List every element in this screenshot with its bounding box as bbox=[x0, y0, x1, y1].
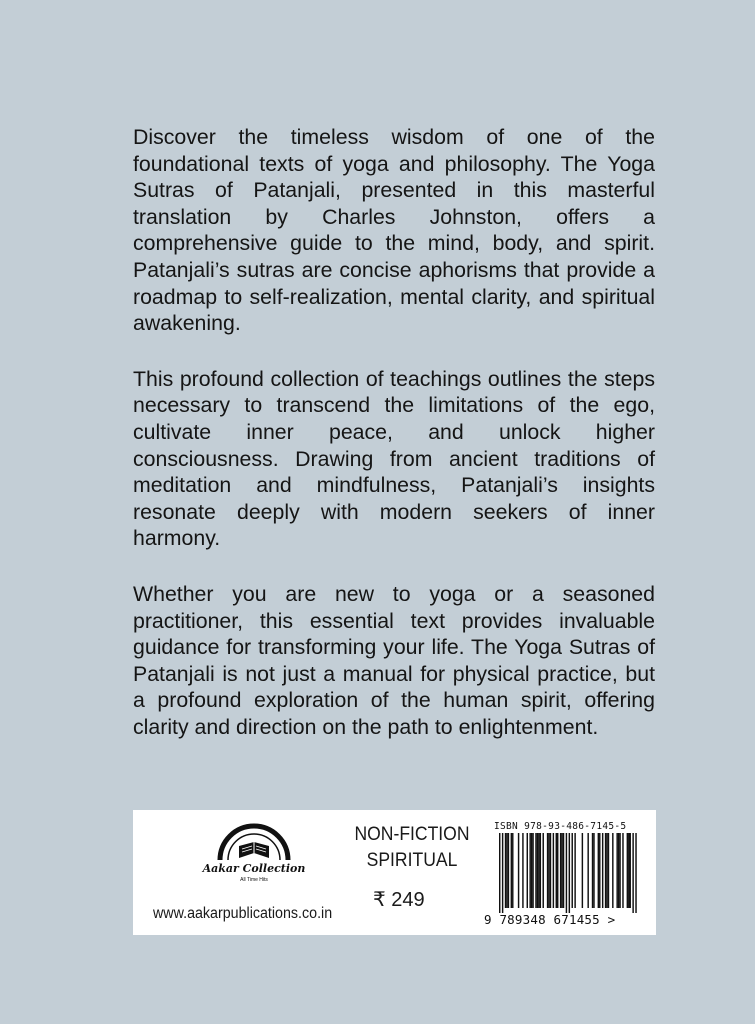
barcode-bar bbox=[512, 833, 513, 908]
barcode-bar bbox=[538, 833, 539, 908]
barcode-bar bbox=[605, 833, 606, 908]
barcode-bar bbox=[587, 833, 588, 908]
barcode-bar bbox=[574, 833, 575, 908]
isbn-label: ISBN 978-93-486-7145-5 bbox=[494, 821, 627, 832]
barcode-bar bbox=[531, 833, 532, 908]
barcode-bar bbox=[619, 833, 620, 908]
barcode-bar bbox=[572, 833, 573, 908]
barcode-bar bbox=[547, 833, 548, 908]
barcode-bar bbox=[535, 833, 536, 908]
barcode-bar bbox=[608, 833, 609, 908]
description-paragraph-2: This profound collection of teachings outlines the steps necessary to transcend the limitations of the ego, cultivate inner peace, and unlock higher consciousness. Drawing from ancient traditions of meditation and mindfulness, Patanjali’s insights resonate deeply with modern seekers of inner harmony. bbox=[133, 366, 655, 551]
back-cover-description bbox=[133, 124, 655, 769]
description-paragraph-1: Discover the timeless wisdom of one of the foundational texts of yoga and philosophy. The Yoga Sutras of Patanjali, presented in this masterful translation by Charles Johnston, offers a comprehensive guide to the mind, body, and spirit. Patanjali’s sutras are concise aphorisms that provide a roadmap to self-realization, mental clarity, and spiritual awakening. bbox=[133, 125, 655, 336]
barcode-bar bbox=[593, 833, 594, 908]
barcode-bar bbox=[630, 833, 631, 908]
barcode-bar bbox=[563, 833, 564, 908]
description-paragraph-3: Whether you are new to yoga or a seasoned practitioner, this essential text provides invaluable guidance for transforming your life. The Yoga Sutras of Patanjali is not just a manual for physical practice, but a profound exploration of the human spirit, offering clarity and direction on the path to enlightenment. bbox=[133, 581, 655, 739]
barcode-bar bbox=[502, 833, 503, 913]
category-line-1: NON-FICTION bbox=[354, 823, 470, 845]
barcode-bar bbox=[569, 833, 570, 913]
barcode-bar bbox=[566, 833, 567, 913]
publisher-logo-name: Aakar Collection bbox=[202, 862, 306, 875]
publisher-website: www.aakarpublications.co.in bbox=[153, 905, 333, 922]
book-emblem-icon bbox=[201, 820, 307, 864]
barcode-bar bbox=[499, 833, 500, 913]
barcode-bar bbox=[529, 833, 530, 908]
barcode-bar bbox=[522, 833, 523, 908]
barcode-bar bbox=[628, 833, 629, 908]
barcode-bar bbox=[506, 833, 507, 908]
barcode-bar bbox=[598, 833, 599, 908]
barcode-bar bbox=[592, 833, 593, 908]
publisher-info-panel bbox=[133, 810, 656, 935]
barcode-bar bbox=[556, 833, 557, 908]
barcode-bar bbox=[612, 833, 613, 908]
barcode-bar bbox=[518, 833, 519, 908]
book-category bbox=[348, 821, 476, 873]
barcode-bar bbox=[616, 833, 617, 908]
publisher-logo-tagline: All Time Hits bbox=[240, 877, 268, 883]
barcode-bar bbox=[618, 833, 619, 908]
barcode-bar bbox=[527, 833, 528, 908]
barcode-bar bbox=[622, 833, 623, 908]
book-price: ₹ 249 bbox=[373, 889, 425, 911]
barcode-bar bbox=[602, 833, 603, 908]
barcode-bar bbox=[557, 833, 558, 908]
barcode-bar bbox=[582, 833, 583, 908]
barcode-bar bbox=[560, 833, 561, 908]
barcode-bar bbox=[635, 833, 636, 913]
barcode-bar bbox=[632, 833, 633, 913]
barcode-bar bbox=[511, 833, 512, 908]
barcode-bar bbox=[627, 833, 628, 908]
barcode-bar bbox=[548, 833, 549, 908]
category-line-2: SPIRITUAL bbox=[366, 849, 458, 871]
barcode-bar bbox=[599, 833, 600, 908]
barcode bbox=[493, 833, 643, 913]
barcode-bar bbox=[540, 833, 541, 908]
barcode-bar bbox=[561, 833, 562, 908]
barcode-bar bbox=[505, 833, 506, 908]
barcode-bar bbox=[508, 833, 509, 908]
barcode-bar bbox=[550, 833, 551, 908]
barcode-bar bbox=[606, 833, 607, 908]
publisher-logo bbox=[201, 820, 307, 896]
barcode-bar bbox=[532, 833, 533, 908]
barcode-bar bbox=[543, 833, 544, 908]
barcode-bar bbox=[553, 833, 554, 908]
barcode-digits: 9 789348 671455 > bbox=[484, 912, 616, 927]
barcode-bar bbox=[537, 833, 538, 908]
